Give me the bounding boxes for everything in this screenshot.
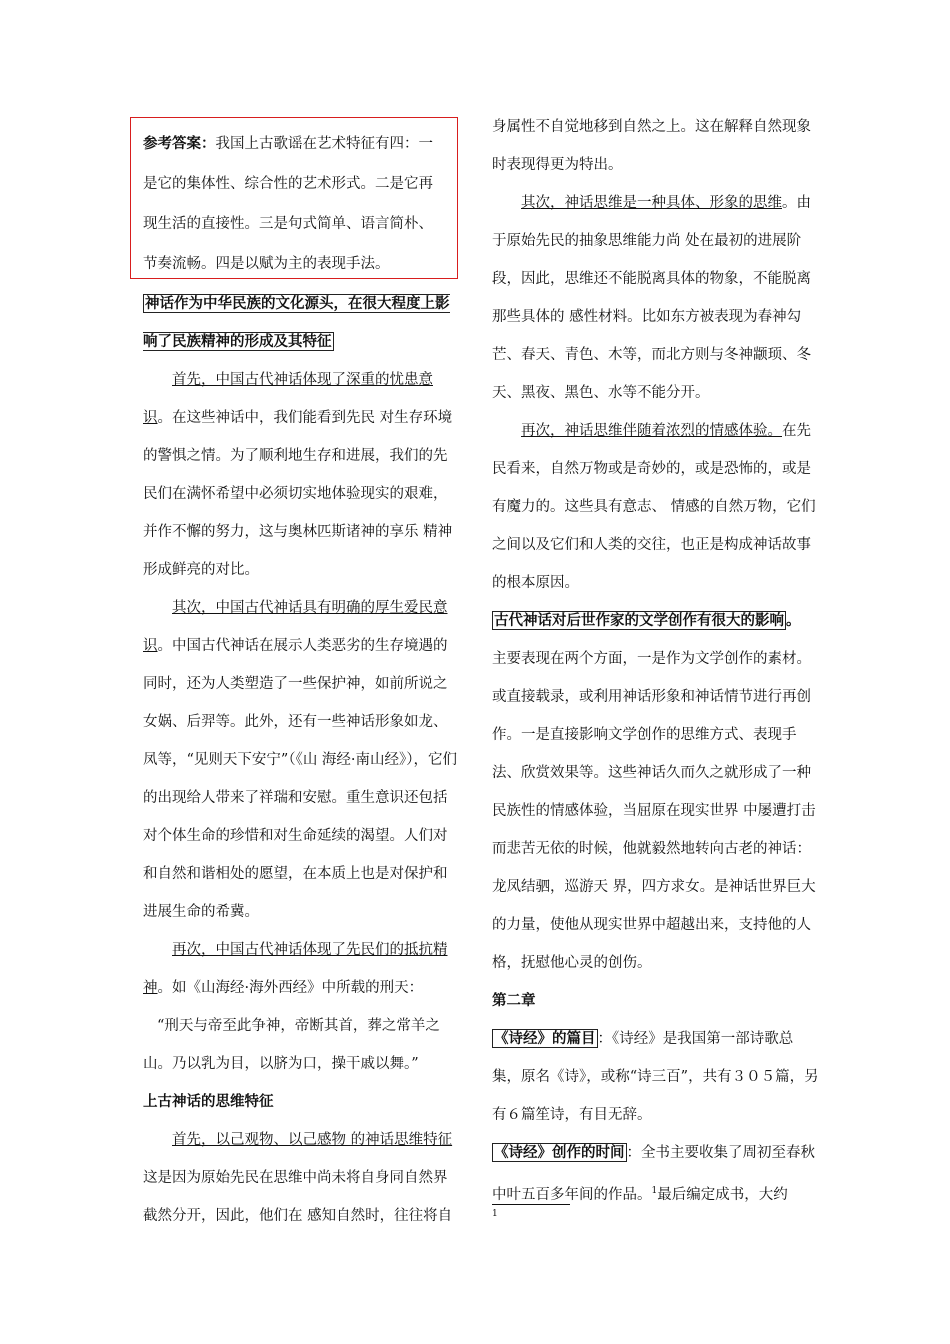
paragraph-resistance-spirit (143, 931, 461, 1007)
chapter-heading: 第二章 (492, 992, 536, 1009)
paragraph-emotional-experience (492, 412, 822, 602)
paragraph-influence: 主要表现在两个方面，一是作为文学创作的素材。或直接载录，或利用神话形象和神话情节进行再创作。一是直接影响文学创作的思维方式、表现手法、欣赏效果等。这些神话久而久之就形成了一种民族性的情感体验，当屈原在现实世界 中屡遭打击而悲苦无依的时候，他就毅然地转向古老的神话：龙凤结驷，巡游天 界，四方求女。是神话世界巨大的力量，使他从现实世界中超越出来，支持他的人格，抚慰他心灵的创伤。 (492, 651, 816, 971)
heading-boxed-text: 古代神话对后世作家的文学创作有很大的影响 (494, 612, 784, 629)
paragraph-text: 。中国古代神话在展示人类恶劣的生存境遇的同时，还为人类塑造了一些保护神，如前所说之女娲、后羿等。此外，还有一些神话形象如龙、凤等，“见则天下安宁”（《山 海经·南山经》），它们的出现给人带来了祥瑞和安慰。重生意识还包括对个体生命的珍惜和对生命延续的渴望。人们对和自然和谐相处的愿望，在本质上也是对保护和进展生命的希冀。 (143, 638, 458, 920)
heading-tail: 。 (786, 612, 801, 629)
section-heading-myth-source (143, 285, 461, 361)
left-column (143, 285, 461, 1235)
paragraph-text: 。由于原始先民的抽象思维能力尚 处在最初的进展阶段，因此，思维还不能脱离具体的物象，不能脱离那些具体的 感性材料。比如东方被表现为春神勾芒、春天、青色、木等，而北方则与冬神颛顼、冬天、黑夜、黑色、水等不能分开。 (492, 195, 811, 401)
section-heading-myth-influence (492, 602, 822, 640)
underlined-lead: 其次，神话思维是一种具体、形象的思维 (521, 195, 782, 211)
paragraph-self-view (143, 1121, 461, 1235)
paragraph-people-consciousness (143, 589, 461, 931)
footnote-divider (492, 1204, 570, 1205)
quote-xingtian: “刑天与帝至此争神，帝断其首，葬之常羊之山。乃以乳为目，以脐为口，操干戚以舞。” (143, 1018, 440, 1072)
term-text: ：全书主要收集了周初至春秋中叶五百多年间的作品。 (492, 1145, 815, 1203)
paragraph-text: 在先民看来，自然万物或是奇妙的，或是恐怖的，或是有魔力的。这些具有意志、 情感的自然万物，它们之间以及它们和人类的交往，也正是构成神话故事的根本原因。 (492, 423, 816, 591)
section-heading-thinking-features: 上古神话的思维特征 (143, 1093, 274, 1110)
reference-answer-box (130, 117, 458, 279)
term-boxed: 《诗经》创作的时间 (494, 1144, 625, 1161)
underlined-lead: 再次，中国古代神话体现了先民们的抵抗精神 (143, 942, 448, 996)
paragraph-continued: 身属性不自觉地移到自然之上。这在解释自然现象时表现得更为特出。 (492, 119, 811, 173)
heading-boxed-text: 神话作为中华民族的文化源头，在很大程度上影响了民族精神的形成及其特征 (143, 295, 450, 350)
paragraph-text: 这是因为原始先民在思维中尚未将自身同自然界截然分开，因此，他们在 感知自然时，往往将自 (143, 1170, 453, 1224)
reference-answer-label: 参考答案： (143, 135, 216, 152)
right-column (492, 108, 822, 1214)
paragraph-shijing-time (492, 1134, 822, 1214)
term-text-after: 最后编定成书，大约 (657, 1186, 788, 1203)
paragraph-text: 。如《山海经·海外西经》中所载的刑天： (157, 980, 424, 996)
underlined-lead: 其次，中国古代神话具有明确的厚生爱民意识 (143, 600, 448, 654)
reference-answer-paragraph (143, 124, 445, 284)
paragraph-shijing-titles (492, 1020, 822, 1134)
paragraph-worry-consciousness (143, 361, 461, 589)
underlined-lead: 首先，以己观物、以己感物 的神话思维特征 (172, 1132, 453, 1148)
footnote-number: 1 (492, 1209, 498, 1219)
paragraph-concrete-thinking (492, 184, 822, 412)
underlined-lead: 再次，神话思维伴随着浓烈的情感体验。 (521, 423, 782, 439)
reference-answer-text: 我国上古歌谣在艺术特征有四：一是它的集体性、综合性的艺术形式。二是它再现生活的直接性。三是句式简单、语言简朴、节奏流畅。四是以赋为主的表现手法。 (143, 136, 433, 272)
paragraph-text: 。在这些神话中，我们能看到先民 对生存环境的警惧之情。为了顺利地生存和进展，我们的先民们在满怀希望中必须切实地体验现实的艰难，并作不懈的努力，这与奥林匹斯诸神的享乐 精神形成鲜亮的对比。 (143, 410, 453, 578)
underlined-lead: 首先，中国古代神话体现了深重的忧患意识 (143, 372, 433, 426)
term-boxed: 《诗经》的篇目 (494, 1030, 596, 1047)
term-text: ：《诗经》是我国第一部诗歌总集，原名《诗》，或称“诗三百”，共有３０５篇，另有６篇笙诗，有目无辞。 (492, 1031, 819, 1123)
footnote-reference[interactable]: 1 (651, 1186, 658, 1196)
